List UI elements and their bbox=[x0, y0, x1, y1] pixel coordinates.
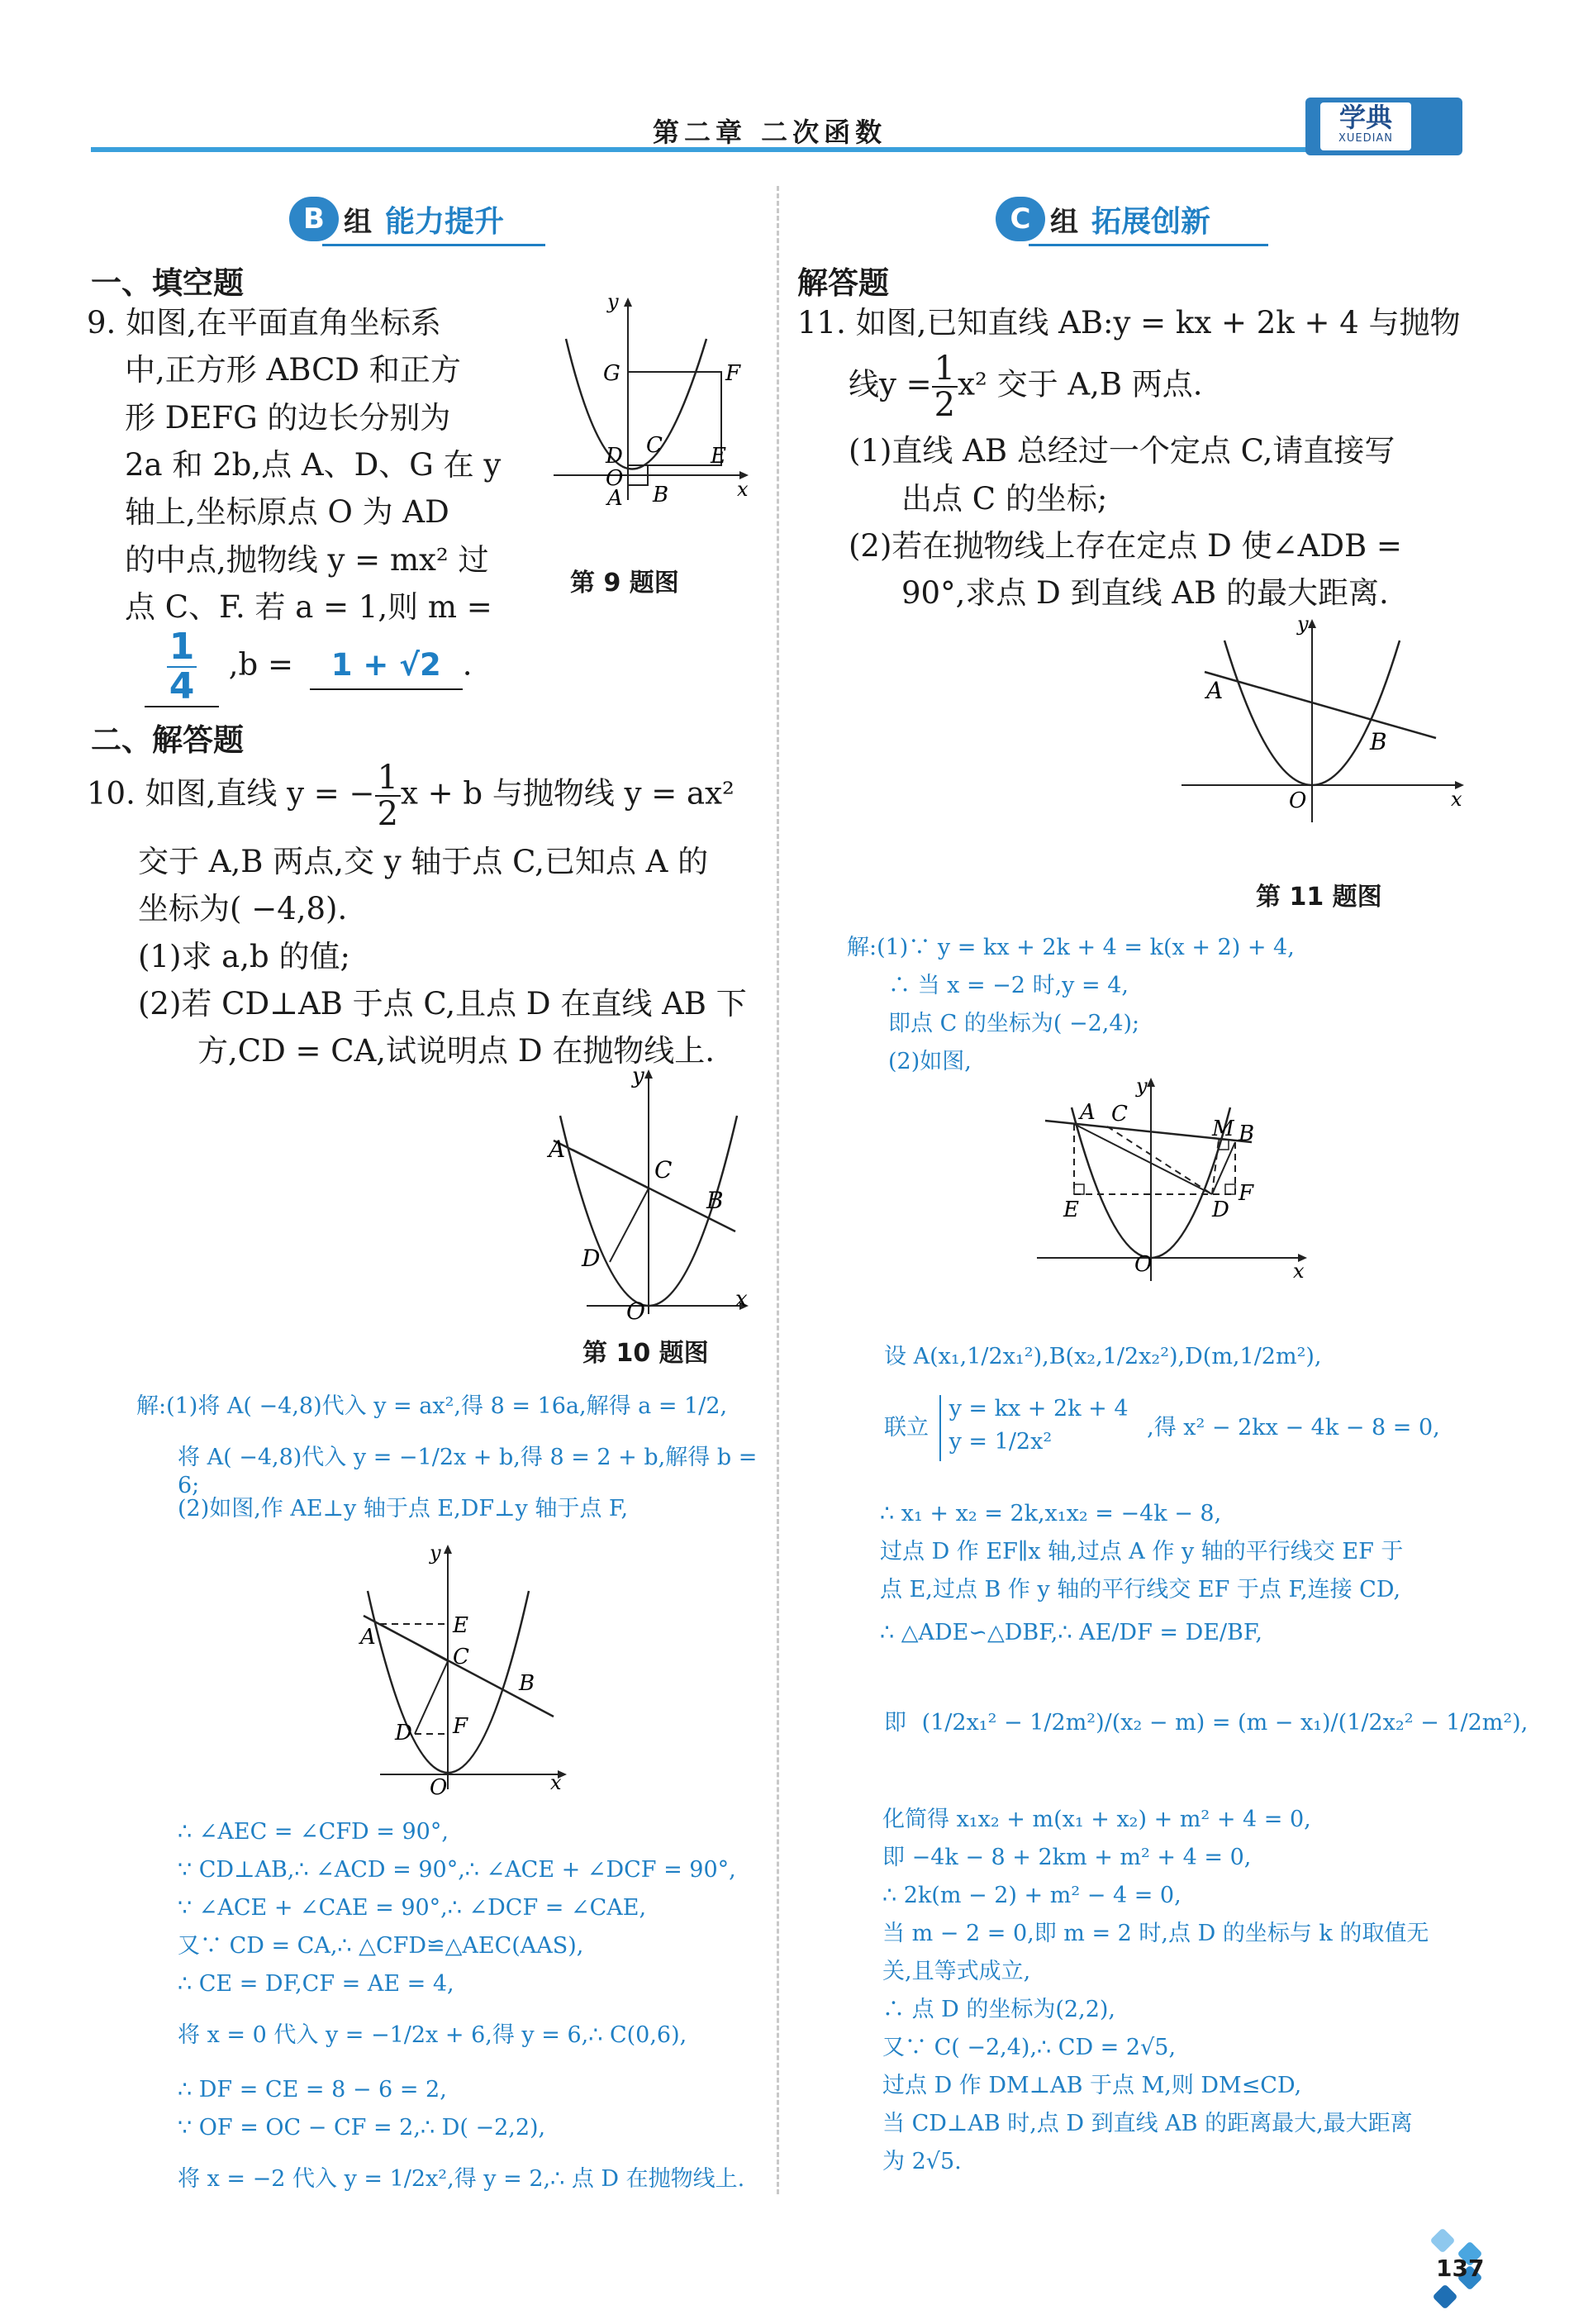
q9-line: 9. 如图,在平面直角坐标系 bbox=[87, 305, 441, 341]
sol10-step: ∴ DF = CE = 8 − 6 = 2, bbox=[178, 2077, 447, 2103]
fig9-label-e: E bbox=[711, 444, 726, 469]
sol11-sys-label: 联立 bbox=[884, 1415, 929, 1441]
sol10-fig-label-e: E bbox=[453, 1613, 468, 1638]
group-c-badge: C bbox=[996, 197, 1045, 241]
sol10-step: ∵ ∠ACE + ∠CAE = 90°,∴ ∠DCF = ∠CAE, bbox=[178, 1895, 647, 1921]
sol11-sys-result: ,得 x² − 2kx − 4k − 8 = 0, bbox=[1147, 1415, 1440, 1441]
figure-10-caption: 第 10 题图 bbox=[582, 1339, 709, 1368]
group-b-badge: B bbox=[289, 197, 339, 241]
q9-answer-line bbox=[145, 628, 473, 707]
sol11-fig-label-b: B bbox=[1239, 1122, 1255, 1146]
sol11-line: 解:(1)∵ y = kx + 2k + 4 = k(x + 2) + 4, bbox=[847, 935, 1295, 960]
sol10-step: 将 x = −2 代入 y = 1/2x²,得 y = 2,∴ 点 D 在抛物线上. bbox=[178, 2166, 745, 2192]
fig10-label-a: A bbox=[549, 1136, 566, 1163]
sol10-fig-label-y: y bbox=[430, 1541, 441, 1564]
section-solutions: 二、解答题 bbox=[91, 722, 244, 758]
sol11-step: 即 −4k − 8 + 2km + m² + 4 = 0, bbox=[882, 1845, 1252, 1870]
sol11-ratio-text: (1/2x₁² − 1/2m²)/(x₂ − m) = (m − x₁)/(1/2x₂² − 1/2m²), bbox=[921, 1710, 1529, 1736]
sol11-fig-label-a: A bbox=[1080, 1100, 1096, 1125]
sol10-line: 解:(1)将 A( −4,8)代入 y = ax²,得 8 = 16a,解得 a = 1/2, bbox=[136, 1393, 728, 1419]
q11-line2: 线y = $\frac{1}{2}$ x² 交于 A,B 两点. bbox=[849, 350, 1203, 425]
q9-line: 轴上,坐标原点 O 为 AD bbox=[125, 494, 449, 531]
fig9-label-a: A bbox=[607, 486, 623, 511]
fig11-label-b: B bbox=[1370, 728, 1387, 755]
section-right-solutions: 解答题 bbox=[797, 265, 889, 301]
sol11-line: (2)如图, bbox=[888, 1049, 972, 1074]
solution-11-system bbox=[884, 1395, 1545, 1461]
group-c-zu: 组 bbox=[1050, 205, 1078, 239]
solution-10 bbox=[136, 1393, 764, 1528]
group-b-heading bbox=[289, 197, 537, 241]
sol10-line: (2)如图,作 AE⊥y 轴于点 E,DF⊥y 轴于点 F, bbox=[178, 1496, 629, 1522]
sol11-fig-label-c: C bbox=[1111, 1102, 1128, 1126]
sol10-step: ∵ CD⊥AB,∴ ∠ACD = 90°,∴ ∠ACE + ∠DCF = 90°, bbox=[178, 1857, 736, 1883]
sol11-fig-label-o: O bbox=[1134, 1252, 1153, 1277]
fig11-label-y: y bbox=[1297, 616, 1309, 636]
fig9-label-c: C bbox=[646, 433, 663, 458]
solution-11-bottom bbox=[882, 1806, 1552, 2186]
sol11-fig-label-e: E bbox=[1063, 1198, 1079, 1222]
q10-line: 坐标为( −4,8). bbox=[138, 891, 348, 927]
fig10-label-y: y bbox=[632, 1066, 644, 1088]
sol11-step: 过点 D 作 DM⊥AB 于点 M,则 DM≤CD, bbox=[882, 2073, 1302, 2098]
sol11-step: 又∵ C( −2,4),∴ CD = 2√5, bbox=[882, 2035, 1177, 2060]
sol11-step: 过点 D 作 EF∥x 轴,过点 A 作 y 轴的平行线交 EF 于 bbox=[880, 1539, 1404, 1564]
sol11-line: 即点 C 的坐标为( −2,4); bbox=[888, 1011, 1140, 1036]
fig9-label-f: F bbox=[725, 361, 741, 386]
sol11-sys-eq1: y = kx + 2k + 4 bbox=[949, 1396, 1129, 1422]
figure-9-caption: 第 9 题图 bbox=[570, 569, 679, 598]
fig9-label-g: G bbox=[603, 361, 620, 386]
q9-b-label: ,b = bbox=[228, 646, 293, 683]
sol11-sys-eq2: y = 1/2x² bbox=[949, 1429, 1053, 1455]
solution-11-figure bbox=[1029, 1074, 1326, 1289]
solution-11-set: 设 A(x₁,1/2x₁²),B(x₂,1/2x₂²),D(m,1/2m²), bbox=[884, 1344, 1322, 1369]
sol11-step: 关,且等式成立, bbox=[882, 1959, 1031, 1984]
q10-line: 交于 A,B 两点,交 y 轴于点 C,已知点 A 的 bbox=[138, 844, 709, 879]
brand-logo bbox=[1305, 98, 1462, 155]
logo-main-text: 学典 bbox=[1338, 102, 1392, 133]
sol11-ratio-label: 即 bbox=[884, 1710, 906, 1736]
sol10-fig-label-x: x bbox=[550, 1771, 562, 1794]
q9-answer-m: $\frac{1}{4}$ bbox=[167, 628, 197, 706]
column-divider bbox=[777, 186, 779, 2194]
page-deco bbox=[1432, 2284, 1457, 2309]
q10-line: (1)求 a,b 的值; bbox=[138, 938, 350, 974]
sol11-step: 点 E,过点 B 作 y 轴的平行线交 EF 于点 F,连接 CD, bbox=[880, 1577, 1401, 1603]
figure-11 bbox=[1173, 616, 1471, 831]
question-11 bbox=[797, 299, 1549, 617]
q9-answer-b: 1 + √2 bbox=[330, 646, 441, 683]
sol10-step: ∴ ∠AEC = ∠CFD = 90°, bbox=[178, 1819, 449, 1845]
q9-line: 形 DEFG 的边长分别为 bbox=[125, 399, 451, 436]
solution-10-steps bbox=[178, 1818, 773, 2203]
q9-line: 的中点,抛物线 y = mx² 过 bbox=[125, 541, 489, 578]
sol10-step: ∵ OF = OC − CF = 2,∴ D( −2,2), bbox=[178, 2115, 546, 2141]
sol11-line: ∴ 当 x = −2 时,y = 4, bbox=[888, 973, 1129, 998]
sol10-fig-label-a: A bbox=[360, 1625, 376, 1650]
group-b-name: 能力提升 bbox=[385, 204, 505, 239]
fig10-label-b: B bbox=[706, 1187, 724, 1214]
q10-line: (2)若 CD⊥AB 于点 C,且点 D 在直线 AB 下 bbox=[138, 986, 747, 1022]
solution-11-mid bbox=[880, 1500, 1549, 1669]
sol11-fig-label-m: M bbox=[1212, 1117, 1234, 1141]
page-number: 137 bbox=[1436, 2255, 1485, 2282]
sol11-fig-label-x: x bbox=[1293, 1260, 1305, 1283]
q9-line: 中,正方形 ABCD 和正方 bbox=[125, 352, 461, 388]
figure-11-caption: 第 11 题图 bbox=[1256, 883, 1382, 912]
fig9-label-y: y bbox=[607, 293, 619, 313]
sol10-step: 将 x = 0 代入 y = −1/2x + 6,得 y = 6,∴ C(0,6), bbox=[178, 2022, 687, 2048]
q11-line: 90°,求点 D 到直线 AB 的最大距离. bbox=[901, 575, 1389, 612]
figure-9 bbox=[529, 293, 768, 525]
question-9 bbox=[87, 299, 549, 631]
sol10-fig-label-b: B bbox=[519, 1671, 535, 1696]
sol10-fig-label-c: C bbox=[453, 1645, 469, 1669]
sol11-step: 当 CD⊥AB 时,点 D 到直线 AB 的距离最大,最大距离 bbox=[882, 2111, 1413, 2136]
q11-line: (1)直线 AB 总经过一个定点 C,请直接写 bbox=[849, 433, 1395, 469]
fig9-label-x: x bbox=[737, 478, 749, 501]
sol10-step: 又∵ CD = CA,∴ △CFD≌△AEC(AAS), bbox=[178, 1933, 584, 1959]
question-10 bbox=[87, 760, 764, 1075]
sol10-step: ∴ CE = DF,CF = AE = 4, bbox=[178, 1971, 454, 1997]
q9-line: 2a 和 2b,点 A、D、G 在 y bbox=[125, 447, 502, 483]
sol11-fig-label-f: F bbox=[1239, 1181, 1254, 1206]
q10-line: 方,CD = CA,试说明点 D 在抛物线上. bbox=[197, 1033, 716, 1069]
fig10-label-x: x bbox=[735, 1287, 748, 1312]
sol11-step: ∴ 点 D 的坐标为(2,2), bbox=[882, 1997, 1115, 2022]
page-deco bbox=[1429, 2227, 1455, 2253]
sol11-fig-label-y: y bbox=[1136, 1074, 1148, 1098]
fig10-label-d: D bbox=[582, 1245, 601, 1272]
solution-11-top bbox=[847, 934, 1549, 1086]
sol10-fig-label-o: O bbox=[430, 1775, 448, 1798]
sol11-step: ∴ x₁ + x₂ = 2k,x₁x₂ = −4k − 8, bbox=[880, 1501, 1222, 1526]
sol11-system-braces bbox=[939, 1395, 1129, 1461]
group-c-heading bbox=[996, 197, 1260, 241]
group-b-zu: 组 bbox=[344, 205, 372, 239]
sol11-fig-label-d: D bbox=[1212, 1198, 1229, 1222]
q9-answer-m-blank bbox=[145, 628, 219, 707]
figure-10 bbox=[537, 1066, 760, 1322]
fig9-label-b: B bbox=[653, 483, 669, 507]
solution-11-ratio bbox=[884, 1709, 1545, 1737]
q11-line: 出点 C 的坐标; bbox=[901, 480, 1108, 517]
fig9-label-d: D bbox=[606, 444, 623, 469]
q9-end: . bbox=[462, 646, 473, 683]
q11-line1: 11. 如图,已知直线 AB:y = kx + 2k + 4 与抛物 bbox=[797, 305, 1461, 341]
q10-line1: 10. 如图,直线 y = − $\frac{1}{2}$ x + b 与抛物线 y = ax² bbox=[87, 759, 735, 833]
sol10-fig-label-d: D bbox=[395, 1721, 412, 1745]
sol11-step: ∴ 2k(m − 2) + m² − 4 = 0, bbox=[882, 1883, 1182, 1908]
chapter-title: 第二章 二次函数 bbox=[653, 117, 887, 148]
sol11-step: 为 2√5. bbox=[882, 2149, 962, 2174]
q9-line: 点 C、F. 若 a = 1,则 m = bbox=[125, 589, 492, 626]
fig11-label-x: x bbox=[1451, 788, 1462, 811]
sol10-fig-label-f: F bbox=[453, 1714, 468, 1739]
sol10-line: 将 A( −4,8)代入 y = −1/2x + b,得 8 = 2 + b,解得 b = 6; bbox=[178, 1445, 758, 1498]
fig10-label-c: C bbox=[654, 1156, 673, 1183]
logo-sub-text: XUEDIAN bbox=[1338, 132, 1394, 145]
sol11-step: 化简得 x₁x₂ + m(x₁ + x₂) + m² + 4 = 0, bbox=[882, 1807, 1311, 1832]
section-fill-blank: 一、填空题 bbox=[91, 265, 244, 301]
q9-answer-b-blank bbox=[310, 641, 463, 690]
group-c-name: 拓展创新 bbox=[1091, 204, 1211, 239]
sol11-step: ∴ △ADE∽△DBF,∴ AE/DF = DE/BF, bbox=[880, 1620, 1263, 1645]
q11-line: (2)若在抛物线上存在定点 D 使∠ADB = bbox=[849, 528, 1402, 564]
solution-10-figure bbox=[355, 1541, 578, 1798]
sol11-step: 当 m − 2 = 0,即 m = 2 时,点 D 的坐标与 k 的取值无 bbox=[882, 1921, 1429, 1946]
fig9-label-o: O bbox=[606, 466, 624, 491]
fig10-label-o: O bbox=[626, 1298, 645, 1322]
fig11-label-a: A bbox=[1206, 677, 1224, 704]
fig11-label-o: O bbox=[1289, 788, 1307, 813]
